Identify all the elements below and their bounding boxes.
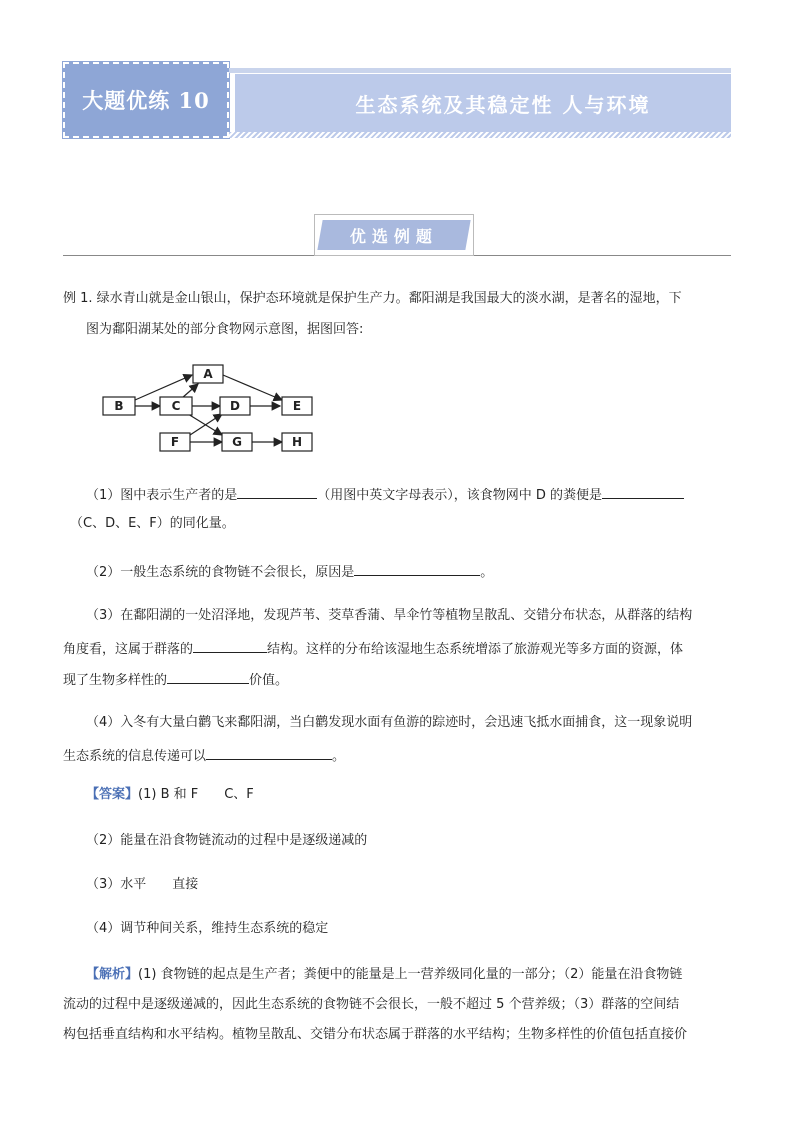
q3-text-b: 角度看，这属于群落的 <box>63 642 194 657</box>
answer-3: （3）水平 直接 <box>86 877 199 892</box>
analysis-tag: 【解析】 <box>86 967 139 982</box>
analysis-line-3: 构包括垂直结构和水平结构。植物呈散乱、交错分布状态属于群落的水平结构；生物多样性的价值包括直接价 <box>63 1027 688 1042</box>
q1-text-a: （1）图中表示生产者的是 <box>86 488 238 503</box>
q4-blank[interactable] <box>206 745 332 760</box>
food-web-diagram <box>98 362 324 460</box>
analysis-line-1 <box>86 967 682 983</box>
header-band <box>229 68 731 73</box>
node-d: D <box>230 399 240 413</box>
q3-text-d: 现了生物多样性的 <box>63 673 168 688</box>
question-3-line-1: （3）在鄱阳湖的一处沼泽地，发现芦苇、茭草香蒲、旱伞竹等植物呈散乱、交错分布状态，从群落的结构 <box>86 608 693 623</box>
node-h: H <box>291 435 303 449</box>
q3-text-e: 价值。 <box>249 673 289 688</box>
header-left-title: 大题优练 10 <box>82 88 210 113</box>
edge-a-e <box>223 375 282 400</box>
chapter-header <box>63 62 731 138</box>
question-3-line-3 <box>63 669 288 689</box>
question-line-1: 例 1. 绿水青山就是金山银山，保护态环境就是保护生产力。鄱阳湖是我国最大的淡水湖，是著名的湿地，下 <box>63 291 682 306</box>
analysis-text-1: (1) 食物链的起点是生产者；粪便中的能量是上一营养级同化量的一部分；（2）能量在沿食物链 <box>138 967 683 982</box>
section-title-box <box>314 214 474 256</box>
section-title: 优选例题 <box>349 226 438 246</box>
node-e: E <box>292 399 302 413</box>
answer-1: (1) B 和 F C、F <box>138 787 254 802</box>
question-1-line-1 <box>86 484 684 504</box>
node-b: B <box>114 399 124 413</box>
question-line-2: 图为鄱阳湖某处的部分食物网示意图，据图回答: <box>86 322 364 337</box>
question-2 <box>86 561 493 581</box>
q4-text-c: 。 <box>332 749 346 764</box>
question-1-line-2: （C、D、E、F）的同化量。 <box>70 516 235 531</box>
node-f: F <box>170 435 180 449</box>
node-g: G <box>232 435 242 449</box>
node-a: A <box>203 367 213 381</box>
analysis-line-2: 流动的过程中是逐级递减的，因此生态系统的食物链不会很长，一般不超过 5 个营养级；（3）群落的空间结 <box>63 997 680 1012</box>
header-right-title: 生态系统及其稳定性 人与环境 <box>355 92 651 117</box>
q3-blank-2[interactable] <box>167 669 249 684</box>
q4-text-b: 生态系统的信息传递可以 <box>63 749 207 764</box>
question-4-line-2 <box>63 745 345 765</box>
answer-2: （2）能量在沿食物链流动的过程中是逐级递减的 <box>86 833 368 848</box>
question-3-line-2 <box>63 638 683 658</box>
node-c: C <box>171 399 181 413</box>
q2-text-a: （2）一般生态系统的食物链不会很长，原因是 <box>86 565 355 580</box>
q1-blank-2[interactable] <box>602 484 684 499</box>
q3-blank-1[interactable] <box>193 638 267 653</box>
header-title-box <box>235 74 731 132</box>
q1-text-b: （用图中英文字母表示），该食物网中 D 的粪便是 <box>317 488 603 503</box>
q2-blank[interactable] <box>354 561 480 576</box>
header-stripes <box>229 132 731 138</box>
q1-blank-1[interactable] <box>237 484 317 499</box>
question-4-line-1: （4）入冬有大量白鹳飞来鄱阳湖，当白鹳发现水面有鱼游的踪迹时，会迅速飞抵水面捕食，这一现象说明 <box>86 715 693 730</box>
q2-text-b: 。 <box>480 565 494 580</box>
q3-text-c: 结构。这样的分布给该湿地生态系统增添了旅游观光等多方面的资源，体 <box>267 642 684 657</box>
answer-4: （4）调节种间关系，维持生态系统的稳定 <box>86 921 329 936</box>
answer-line-1 <box>86 787 254 803</box>
answer-tag: 【答案】 <box>86 787 139 802</box>
edge-c-a <box>182 384 198 398</box>
header-label-box <box>63 62 229 138</box>
